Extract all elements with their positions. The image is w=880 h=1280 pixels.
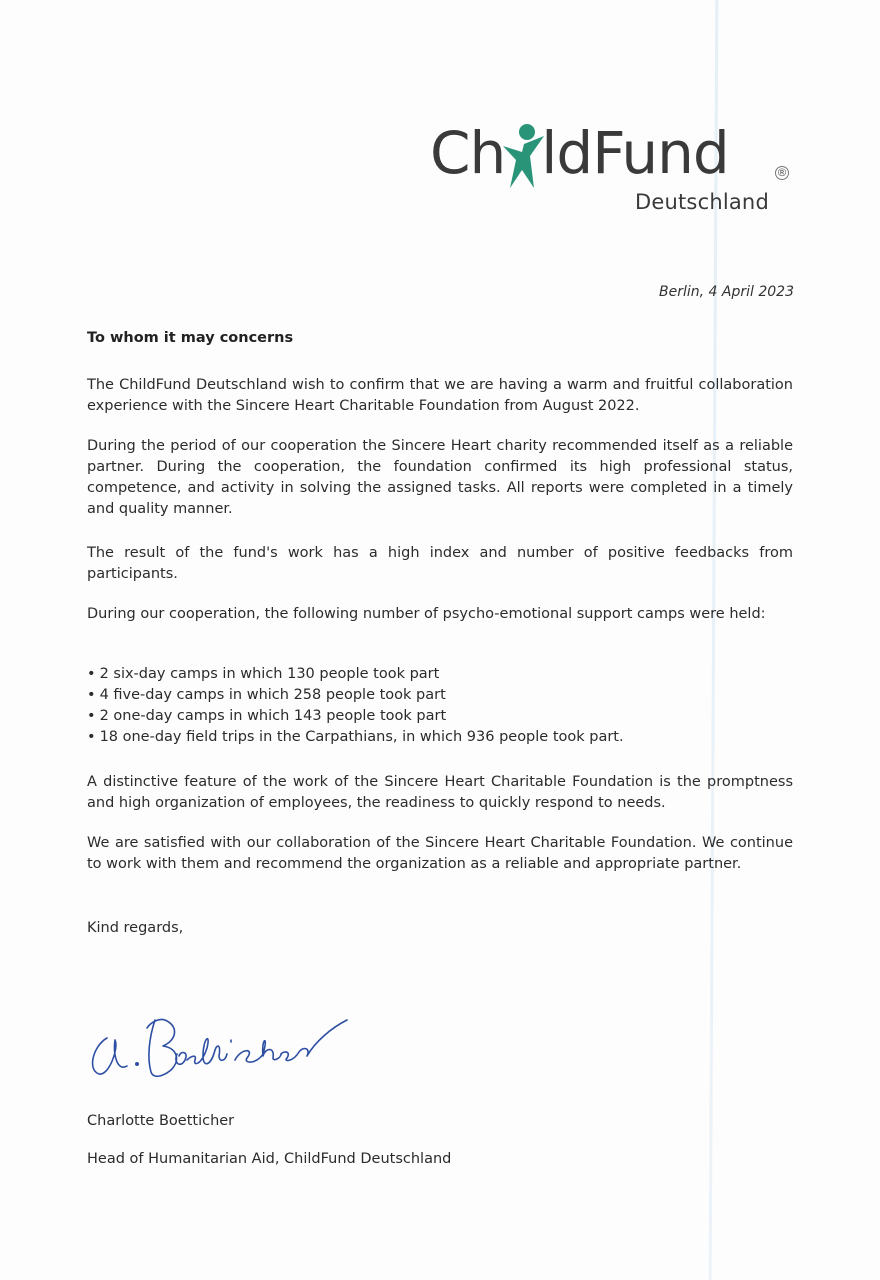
registered-mark: ® (776, 166, 788, 179)
letter-date: Berlin, 4 April 2023 (659, 284, 794, 300)
paragraph-camps-intro: During our cooperation, the following number of psycho-emotional support camps were held: (87, 606, 766, 622)
paragraph-intro: The ChildFund Deutschland wish to confirm that we are having a warm and fruitful collaboration experience with the Sincere Heart Charitable Foundation from August 2022. (87, 377, 793, 414)
camps-list (87, 664, 793, 748)
paragraph-distinctive-feature: A distinctive feature of the work of the Sincere Heart Charitable Foundation is the promptness and high organization of employees, the readiness to quickly respond to needs. (87, 774, 793, 811)
signer-name: Charlotte Boetticher (87, 1113, 235, 1129)
childfund-logo (430, 118, 810, 228)
list-item: • 18 one-day field trips in the Carpathians, in which 936 people took part. (87, 727, 793, 748)
list-item: • 2 one-day camps in which 143 people took part (87, 706, 793, 727)
paragraph-cooperation: During the period of our cooperation the Sincere Heart charity recommended itself as a reliable partner. During the cooperation, the foundation confirmed its high professional status, competence, and activity in solving the assigned tasks. All reports were completed in a timely and quality manner. (87, 438, 793, 517)
logo-text-start: Ch (430, 119, 506, 187)
logo-wordmark (430, 118, 729, 188)
logo-text-end: ldFund (541, 119, 729, 187)
list-item: • 2 six-day camps in which 130 people took part (87, 664, 793, 685)
signer-title: Head of Humanitarian Aid, ChildFund Deutschland (87, 1151, 452, 1167)
salutation: To whom it may concerns (87, 330, 294, 346)
paragraph-results: The result of the fund's work has a high index and number of positive feedbacks from participants. (87, 545, 793, 582)
paragraph-recommendation: We are satisfied with our collaboration of the Sincere Heart Charitable Foundation. We continue to work with them and recommend the organization as a reliable and appropriate partner. (87, 835, 793, 872)
logo-subtitle: Deutschland (635, 190, 769, 214)
closing-line: Kind regards, (87, 920, 184, 936)
child-figure-icon (500, 122, 546, 192)
handwritten-signature (85, 998, 355, 1083)
list-item: • 4 five-day camps in which 258 people took part (87, 685, 793, 706)
